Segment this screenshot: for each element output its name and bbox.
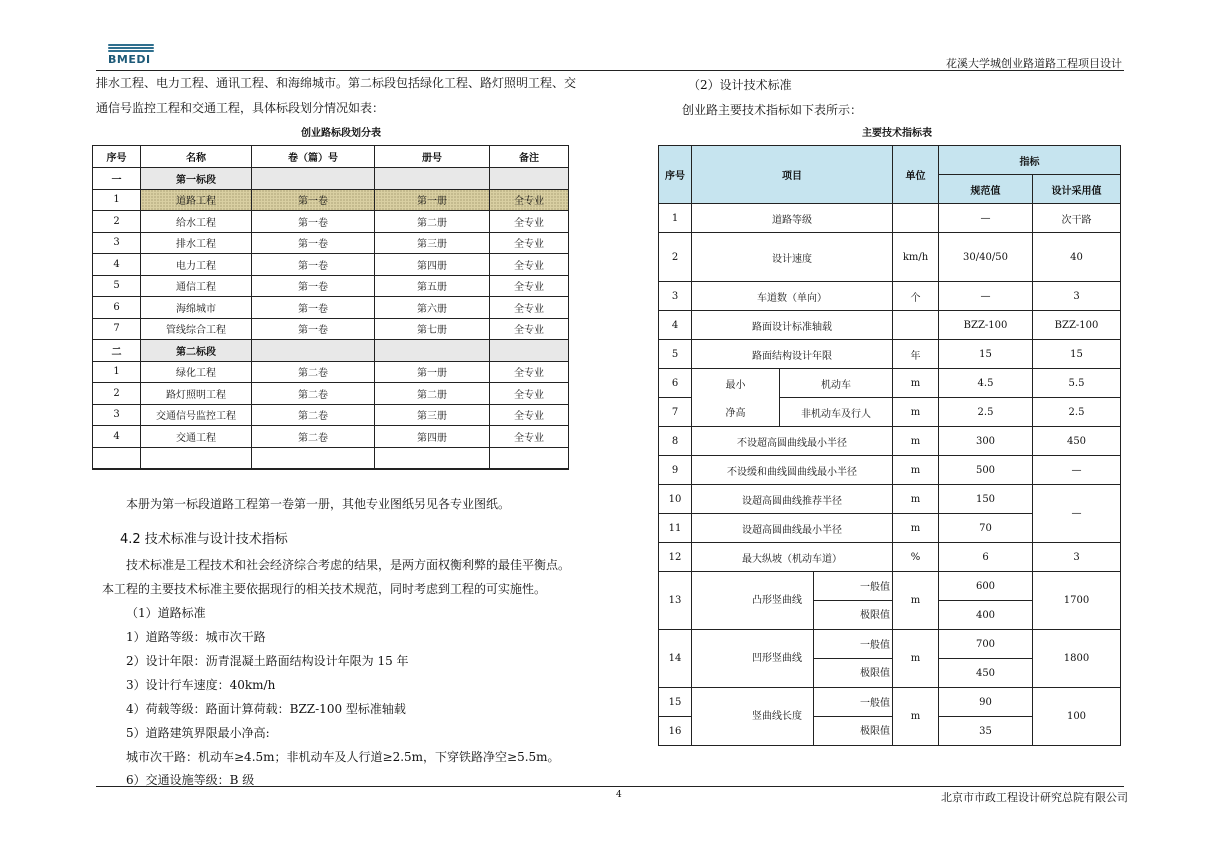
table-row: 400 xyxy=(659,601,1121,630)
table-row: 4 路面设计标准轴载 BZZ-100 BZZ-100 xyxy=(659,311,1121,340)
footer-rule xyxy=(96,786,1124,787)
table-row: 11 设超高圆曲线最小半径 m 70 xyxy=(659,514,1121,543)
table-row: 6 海绵城市 第一卷 第六册 全专业 xyxy=(93,297,569,319)
body-line-2: 本工程的主要技术标准主要依据现行的相关技术规范，同时考虑到工程的可实施性。 xyxy=(102,582,547,596)
table-row: 4 交通工程 第二卷 第四册 全专业 xyxy=(93,426,569,448)
table-row: 7 净高 非机动车及行人 m 2.5 2.5 xyxy=(659,398,1121,427)
section-heading: 4.2 技术标准与设计技术指标 xyxy=(120,532,288,547)
table-row: 8 不设超高圆曲线最小半径 m 300 450 xyxy=(659,427,1121,456)
intro-line-1: 排水工程、电力工程、通讯工程、和海绵城市。第二标段包括绿化工程、路灯照明工程、交 xyxy=(96,76,577,90)
header-rule xyxy=(96,70,1124,71)
table-header-row xyxy=(659,146,1121,175)
table-row: 9 不设缓和曲线圆曲线最小半径 m 500 — xyxy=(659,456,1121,485)
section-table-caption: 创业路标段划分表 xyxy=(301,128,381,139)
column-header: 序号 xyxy=(659,146,692,204)
tech-table-caption: 主要技术指标表 xyxy=(862,128,932,139)
table-row: 450 xyxy=(659,659,1121,688)
sub-heading-design-standard: （2）设计技术标准 xyxy=(688,78,792,92)
table-row: 6 最小 机动车 m 4.5 5.5 xyxy=(659,369,1121,398)
list-item: 3）设计行车速度：40km/h xyxy=(126,678,276,692)
right-intro: 创业路主要技术指标如下表所示： xyxy=(682,103,863,117)
header-title: 花溪大学城创业路道路工程项目设计 xyxy=(946,57,1122,70)
section-row: 二 第二标段 xyxy=(93,340,569,362)
list-item: 1）道路等级：城市次干路 xyxy=(126,630,266,644)
table-row: 1 绿化工程 第二卷 第一册 全专业 xyxy=(93,361,569,383)
table-row-empty xyxy=(93,447,569,469)
table-row: 4 电力工程 第一卷 第四册 全专业 xyxy=(93,254,569,276)
table-row: 10 设超高圆曲线推荐半径 m 150 — xyxy=(659,485,1121,514)
section-row: 一 第一标段 xyxy=(93,168,569,190)
list-item: 4）荷载等级：路面计算荷载：BZZ-100 型标准轴载 xyxy=(126,702,406,716)
column-header: 指标 xyxy=(939,146,1121,175)
table-row: 7 管线综合工程 第一卷 第七册 全专业 xyxy=(93,318,569,340)
table-row: 5 通信工程 第一卷 第五册 全专业 xyxy=(93,275,569,297)
table-row: 2 给水工程 第一卷 第二册 全专业 xyxy=(93,211,569,233)
column-header: 卷（篇）号 xyxy=(252,146,375,168)
table-header-row xyxy=(93,146,569,168)
table-row: 15 竖曲线长度 一般值 极限值 m 90 100 xyxy=(659,688,1121,717)
table-row: 3 车道数（单向） 个 — 3 xyxy=(659,282,1121,311)
table-row: 5 路面结构设计年限 年 15 15 xyxy=(659,340,1121,369)
intro-line-2: 通信号监控工程和交通工程，具体标段划分情况如表： xyxy=(96,101,385,115)
table-row: 1 道路等级 — 次干路 xyxy=(659,204,1121,233)
column-header: 项目 xyxy=(692,146,893,204)
table-row: 1 道路工程 第一卷 第一册 全专业 xyxy=(93,189,569,211)
technical-index-table xyxy=(658,145,1121,746)
column-header: 名称 xyxy=(141,146,252,168)
list-item: 城市次干路：机动车≥4.5m；非机动车及人行道≥2.5m，下穿铁路净空≥5.5m。 xyxy=(126,750,560,764)
table-row: 13 凸形竖曲线 一般值 极限值 m 600 1700 xyxy=(659,572,1121,601)
list-item: 2）设计年限：沥青混凝土路面结构设计年限为 15 年 xyxy=(126,654,409,668)
table-row: 2 路灯照明工程 第二卷 第二册 全专业 xyxy=(93,383,569,405)
section-division-table xyxy=(92,145,569,470)
table-row: 16 35 xyxy=(659,717,1121,746)
table-row: 2 设计速度 km/h 30/40/50 40 xyxy=(659,233,1121,282)
table-row: 3 交通信号监控工程 第二卷 第三册 全专业 xyxy=(93,404,569,426)
column-header: 册号 xyxy=(375,146,490,168)
column-header: 备注 xyxy=(490,146,569,168)
column-header: 设计采用值 xyxy=(1033,175,1121,204)
list-item: 6）交通设施等级：B 级 xyxy=(126,773,255,787)
footer-company: 北京市市政工程设计研究总院有限公司 xyxy=(941,791,1128,804)
note-paragraph: 本册为第一标段道路工程第一卷第一册，其他专业图纸另见各专业图纸。 xyxy=(126,497,511,511)
logo-text: BMEDI xyxy=(108,53,151,66)
column-header: 单位 xyxy=(893,146,939,204)
table-row: 3 排水工程 第一卷 第三册 全专业 xyxy=(93,232,569,254)
company-logo xyxy=(108,44,154,66)
table-row: 14 凹形竖曲线 一般值 极限值 m 700 1800 xyxy=(659,630,1121,659)
table-row: 12 最大纵坡（机动车道） % 6 3 xyxy=(659,543,1121,572)
list-item: 5）道路建筑界限最小净高: xyxy=(126,726,270,740)
body-line-1: 技术标准是工程技术和社会经济综合考虑的结果，是两方面权衡利弊的最佳平衡点。 xyxy=(126,558,571,572)
page-number: 4 xyxy=(616,790,622,800)
column-header: 规范值 xyxy=(939,175,1033,204)
column-header: 序号 xyxy=(93,146,141,168)
sub-heading-road-standard: （1）道路标准 xyxy=(126,606,206,620)
